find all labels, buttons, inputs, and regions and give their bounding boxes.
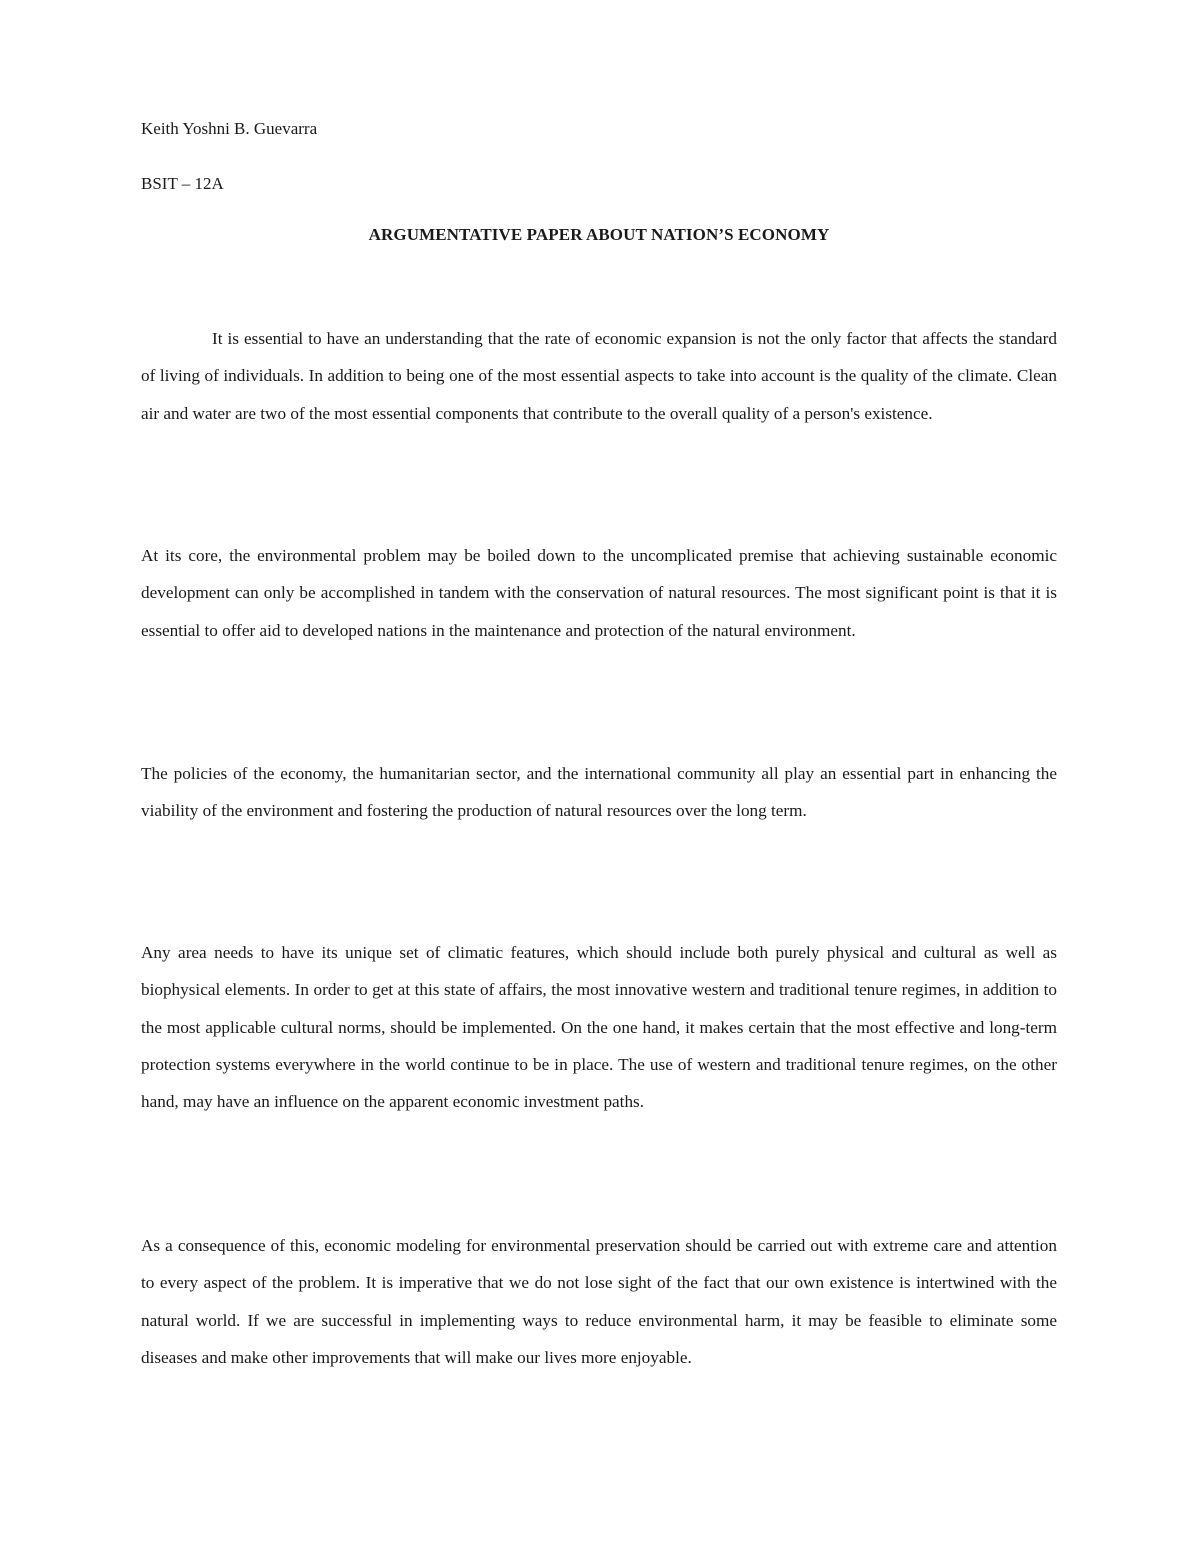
- document-page: [141, 0, 1057, 1553]
- paragraph-5: As a consequence of this, economic modeling for environmental preservation should be carried out with extreme care and attention to every aspect of the problem. It is imperative that we do not lose sight of the fact that our own existence is intertwined with the natural world. If we are successful in implementing ways to reduce environmental harm, it may be feasible to eliminate some diseases and make other improvements that will make our lives more enjoyable.: [141, 1236, 1057, 1367]
- author-name: Keith Yoshni B. Guevarra: [141, 119, 318, 138]
- class-section: BSIT – 12A: [141, 174, 224, 193]
- paragraph-3: The policies of the economy, the humanitarian sector, and the international community all play an essential part in enhancing the viability of the environment and fostering the production of natural resources over the long term.: [141, 764, 1057, 821]
- paragraph-4: Any area needs to have its unique set of climatic features, which should include both purely physical and cultural as well as biophysical elements. In order to get at this state of affairs, the most innovative western and traditional tenure regimes, in addition to the most applicable cultural norms, should be implemented. On the one hand, it makes certain that the most effective and long-term protection systems everywhere in the world continue to be in place. The use of western and traditional tenure regimes, on the other hand, may have an influence on the apparent economic investment paths.: [141, 943, 1057, 1112]
- paper-title: ARGUMENTATIVE PAPER ABOUT NATION’S ECONOMY: [368, 225, 830, 244]
- paragraph-1: It is essential to have an understanding that the rate of economic expansion is not the only factor that affects the standard of living of individuals. In addition to being one of the most essential aspects to take into account is the quality of the climate. Clean air and water are two of the most essential components that contribute to the overall quality of a person's existence.: [141, 329, 1057, 423]
- paragraph-2: At its core, the environmental problem may be boiled down to the uncomplicated premise that achieving sustainable economic development can only be accomplished in tandem with the conservation of natural resources. The most significant point is that it is essential to offer aid to developed nations in the maintenance and protection of the natural environment.: [141, 546, 1057, 640]
